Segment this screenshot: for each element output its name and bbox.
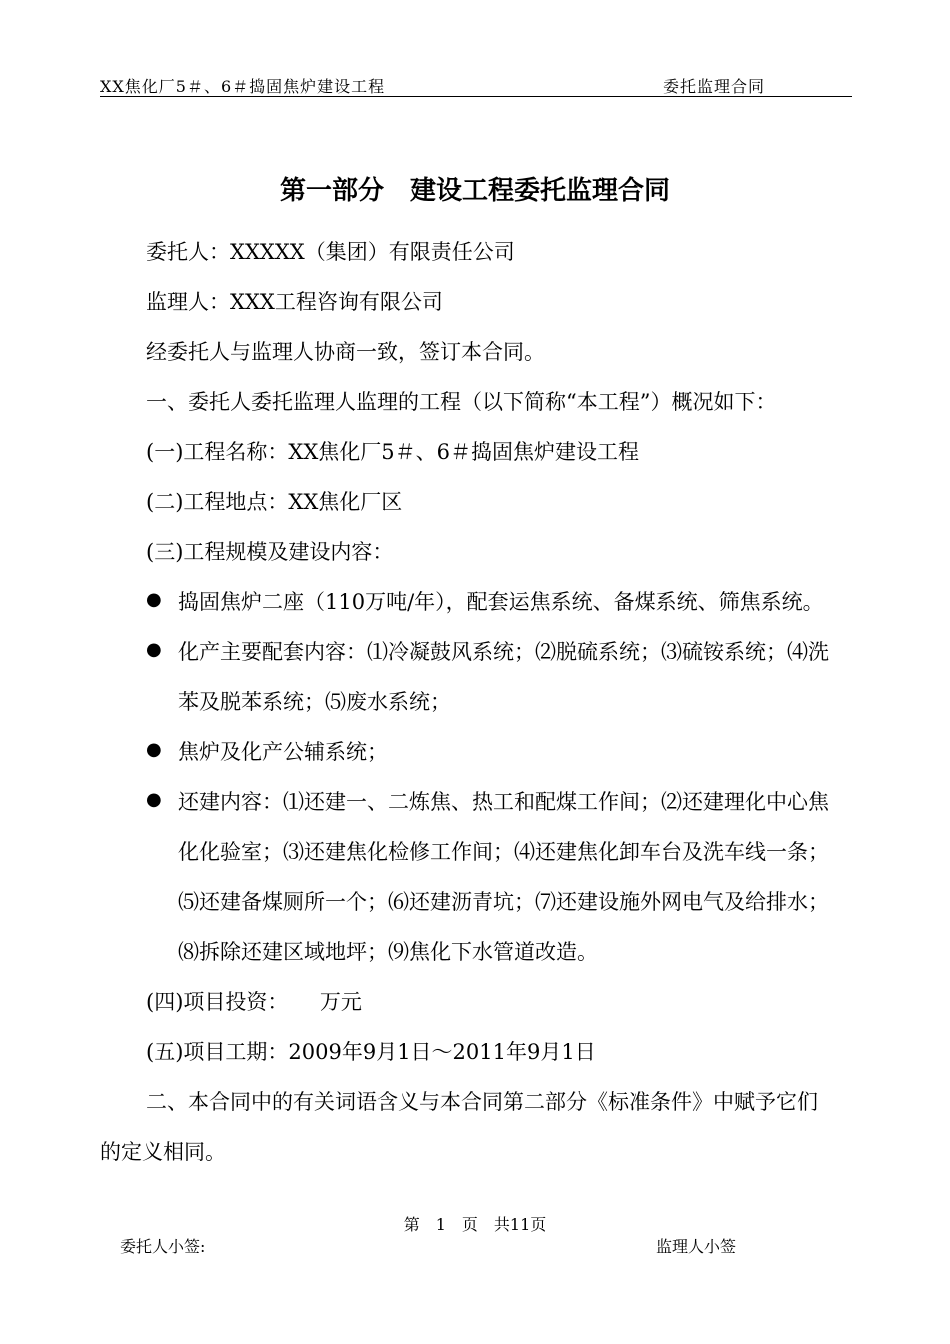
scope-item-4-line-3: ⑸还建备煤厕所一个；⑹还建沥青坑；⑺还建设施外网电气及给排水； — [178, 890, 829, 914]
project-location-line: (二)工程地点：XX焦化厂区 — [146, 490, 403, 514]
investment-line: (四)项目投资： 万元 — [146, 990, 362, 1014]
header-document-type: 委托监理合同 — [663, 77, 766, 96]
page-header — [100, 74, 852, 97]
scope-item-2-line-1: 化产主要配套内容：⑴冷凝鼓风系统；⑵脱硫系统；⑶硫铵系统；⑷洗 — [178, 640, 829, 664]
section2-line-1: 二、本合同中的有关词语含义与本合同第二部分《标准条件》中赋予它们 — [146, 1090, 818, 1114]
scope-heading: (三)工程规模及建设内容： — [146, 540, 394, 564]
bullet-icon: ● — [146, 739, 162, 760]
period-line: (五)项目工期：2009年9月1日～2011年9月1日 — [146, 1040, 596, 1064]
section1-heading: 一、委托人委托监理人监理的工程（以下简称“本工程”）概况如下： — [146, 390, 777, 414]
supervisor-party: 监理人：XXX工程咨询有限公司 — [146, 290, 443, 314]
project-name-line: (一)工程名称：XX焦化厂5＃、6＃捣固焦炉建设工程 — [146, 440, 640, 464]
scope-item-4-line-4: ⑻拆除还建区域地坪；⑼焦化下水管道改造。 — [178, 940, 598, 964]
scope-item-1: 捣固焦炉二座（110万吨/年），配套运焦系统、备煤系统、筛焦系统。 — [178, 590, 824, 614]
page-number: 第 1 页 共11页 — [403, 1215, 547, 1234]
supervisor-signature-label: 监理人小签 — [656, 1237, 737, 1256]
client-signature-label: 委托人小签: — [120, 1237, 206, 1256]
bullet-icon: ● — [146, 589, 162, 610]
scope-item-3: 焦炉及化产公辅系统； — [178, 740, 388, 764]
scope-item-2-line-2: 苯及脱苯系统；⑸废水系统； — [178, 690, 451, 714]
scope-item-4-line-2: 化化验室；⑶还建焦化检修工作间；⑷还建焦化卸车台及洗车线一条； — [178, 840, 829, 864]
header-project-name: XX焦化厂5＃、6＃捣固焦炉建设工程 — [100, 77, 386, 96]
page-title: 第一部分 建设工程委托监理合同 — [279, 176, 670, 206]
bullet-icon: ● — [146, 639, 162, 660]
bullet-icon: ● — [146, 789, 162, 810]
client-party: 委托人：XXXXX（集团）有限责任公司 — [146, 240, 515, 264]
scope-item-4-line-1: 还建内容：⑴还建一、二炼焦、热工和配煤工作间；⑵还建理化中心焦 — [178, 790, 829, 814]
agreement-statement: 经委托人与监理人协商一致，签订本合同。 — [146, 340, 545, 364]
section2-line-2: 的定义相同。 — [100, 1140, 226, 1164]
